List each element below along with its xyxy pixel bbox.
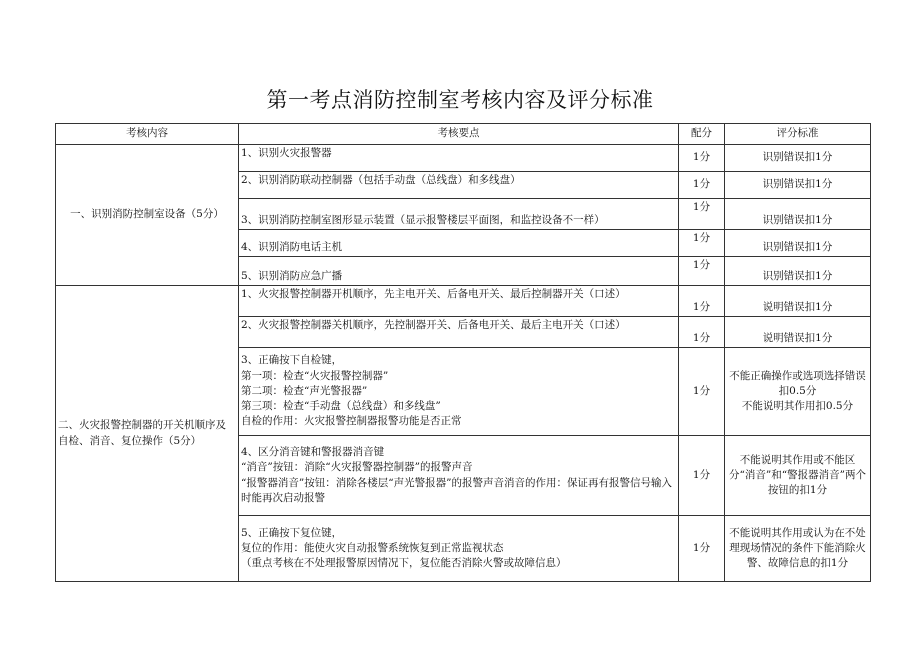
section1-point-5: 5、识别消防应急广播: [239, 257, 679, 286]
section1-standard-5: 识别错误扣1分: [725, 257, 871, 286]
section1-standard-3: 识别错误扣1分: [725, 199, 871, 230]
section1-score-5: 1分: [679, 257, 725, 286]
scoring-table: [55, 123, 871, 582]
section2-point-5: 5、正确按下复位键， 复位的作用：能使火灾自动报警系统恢复到正常监视状态 （重点考核在不处理报警原因情况下，复位能否消除火警或故障信息）: [239, 516, 679, 582]
section1-standard-1: 识别错误扣1分: [725, 145, 871, 172]
section1-point-4: 4、识别消防电话主机: [239, 230, 679, 257]
section1-score-3: 1分: [679, 199, 725, 230]
section2-point-1: 1、火灾报警控制器开机顺序，先主电开关、后备电开关、最后控制器开关（口述）: [239, 286, 679, 317]
section2-score-2: 1分: [679, 317, 725, 348]
section1-score-2: 1分: [679, 172, 725, 199]
section1-content: 一、识别消防控制室设备（5分）: [56, 145, 239, 286]
section1-score-1: 1分: [679, 145, 725, 172]
section1-standard-4: 识别错误扣1分: [725, 230, 871, 257]
section1-point-1: 1、识别火灾报警器: [239, 145, 679, 172]
header-content: 考核内容: [56, 124, 239, 145]
page-title: 第一考点消防控制室考核内容及评分标准: [266, 88, 654, 112]
section2-score-1: 1分: [679, 286, 725, 317]
header-score: 配分: [679, 124, 725, 145]
section2-standard-4: 不能说明其作用或不能区分“消音”和“警报器消音”两个按钮的扣1分: [725, 436, 871, 516]
table-header-row: [56, 124, 871, 145]
section2-standard-2: 说明错误扣1分: [725, 317, 871, 348]
section2-point-2: 2、火灾报警控制器关机顺序，先控制器开关、后备电开关、最后主电开关（口述）: [239, 317, 679, 348]
header-points: 考核要点: [239, 124, 679, 145]
table-row: [56, 286, 871, 317]
section1-standard-2: 识别错误扣1分: [725, 172, 871, 199]
section2-point-3: 3、正确按下自检键， 第一项：检查“火灾报警控制器” 第二项：检查“声光警报器” 第三项：检查“手动盘（总线盘）和多线盘” 自检的作用：火灾报警控制器报警功能是否正常: [239, 348, 679, 436]
section2-standard-5: 不能说明其作用或认为在不处理现场情况的条件下能消除火警、故障信息的扣1分: [725, 516, 871, 582]
header-standard: 评分标准: [725, 124, 871, 145]
section2-standard-1: 说明错误扣1分: [725, 286, 871, 317]
section1-point-3: 3、识别消防控制室图形显示装置（显示报警楼层平面图，和监控设备不一样）: [239, 199, 679, 230]
section2-standard-3: 不能正确操作或选项选择错误扣0.5分 不能说明其作用扣0.5分: [725, 348, 871, 436]
section1-point-2: 2、识别消防联动控制器（包括手动盘（总线盘）和多线盘）: [239, 172, 679, 199]
section2-score-5: 1分: [679, 516, 725, 582]
section2-score-4: 1分: [679, 436, 725, 516]
section2-point-4: 4、区分消音键和警报器消音键 “消音”按钮：消除“火灾报警器控制器”的报警声音 “报警器消音”按钮：消除各楼层“声光警报器”的报警声音消音的作用：保证再有报警信号输入时能再次启动报警: [239, 436, 679, 516]
table-row: [56, 145, 871, 172]
section2-score-3: 1分: [679, 348, 725, 436]
section2-content: 二、火灾报警控制器的开关机顺序及自检、消音、复位操作（5分）: [56, 286, 239, 582]
section1-score-4: 1分: [679, 230, 725, 257]
